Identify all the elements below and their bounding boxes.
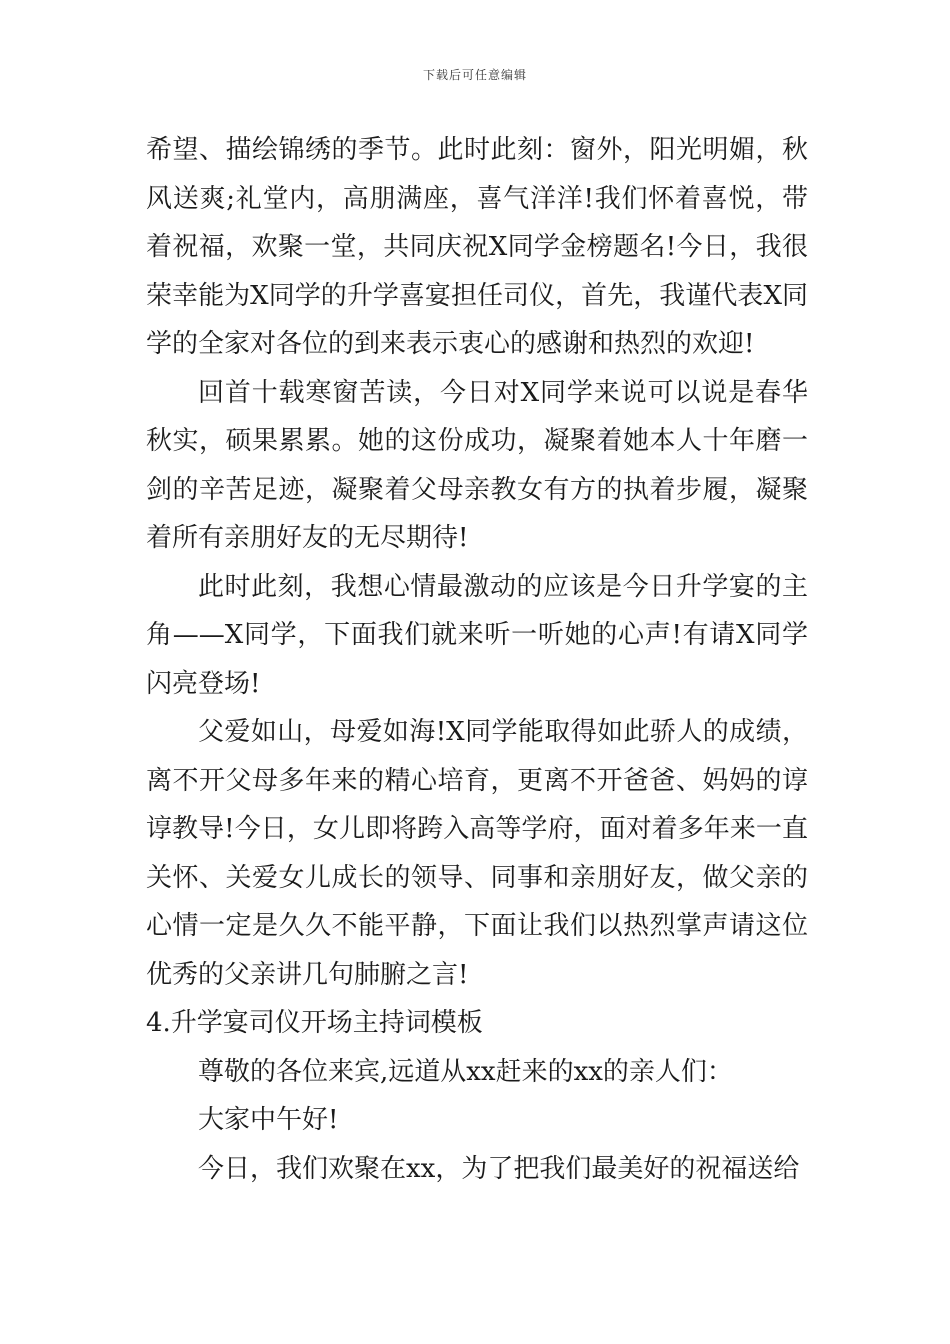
section-heading: 4.升学宴司仪开场主持词模板 — [146, 1008, 483, 1038]
paragraph: 回首十载寒窗苦读，今日对X同学来说可以说是春华秋实，硕果累累。她的这份成功，凝聚着她本人十年磨一剑的辛苦足迹，凝聚着父母亲教女有方的执着步履，凝聚着所有亲朋好友的无尽期待! — [146, 377, 808, 553]
header-note: 下载后可任意编辑 — [422, 68, 527, 82]
paragraph-continuation: 希望、描绘锦绣的季节。此时此刻：窗外，阳光明媚，秋风送爽;礼堂内，高朋满座，喜气洋洋!我们怀着喜悦，带着祝福，欢聚一堂，共同庆祝X同学金榜题名!今日，我很荣幸能为X同学的升学喜宴担任司仪，首先，我谨代表X同学的全家对各位的到来表示衷心的感谢和热烈的欢迎! — [146, 135, 808, 359]
paragraph: 此时此刻，我想心情最激动的应该是今日升学宴的主角——X同学，下面我们就来听一听她的心声!有请X同学闪亮登场! — [146, 571, 808, 699]
paragraph: 今日，我们欢聚在xx，为了把我们最美好的祝福送给 — [198, 1153, 800, 1184]
paragraph: 尊敬的各位来宾,远道从xx赶来的xx的亲人们： — [198, 1056, 733, 1087]
paragraph: 父爱如山，母爱如海!X同学能取得如此骄人的成绩，离不开父母多年来的精心培育，更离不开爸爸、妈妈的谆谆教导!今日，女儿即将跨入高等学府，面对着多年来一直关怀、关爱女儿成长的领导、同事和亲朋好友，做父亲的心情一定是久久不能平静，下面让我们以热烈掌声请这位优秀的父亲讲几句肺腑之言! — [146, 717, 808, 990]
paragraph: 大家中午好! — [198, 1105, 339, 1135]
document-body — [146, 126, 808, 1193]
